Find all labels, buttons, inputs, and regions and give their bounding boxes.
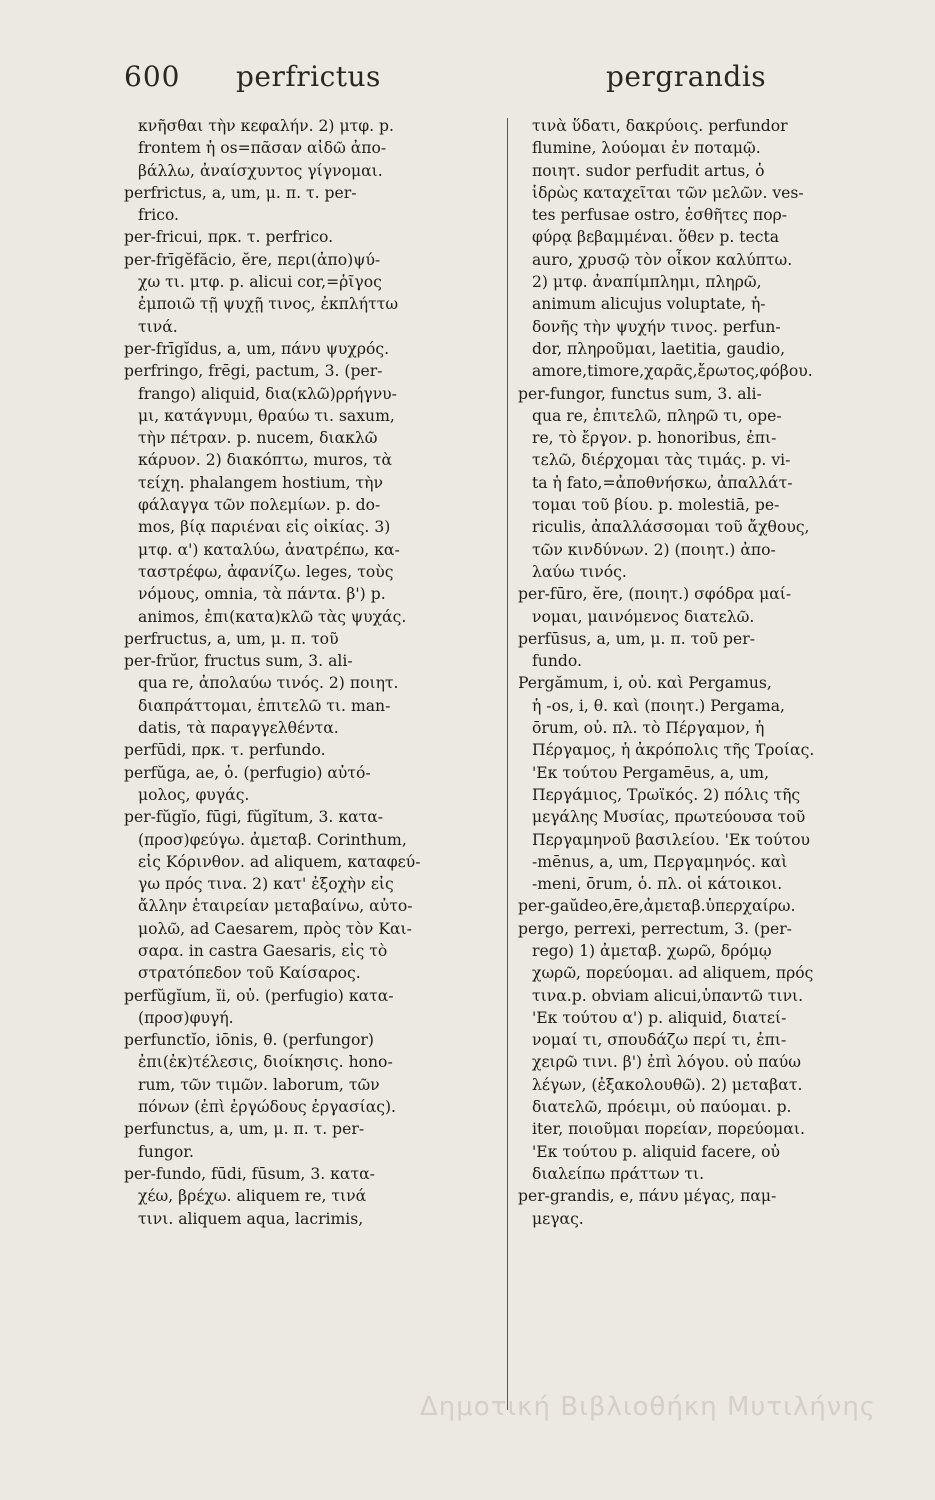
dictionary-line: διαλείπω πράττων τι. <box>532 1164 705 1183</box>
dictionary-line: πόνων (ἐπὶ ἐργώδους ἐργασίας). <box>138 1098 397 1117</box>
dictionary-line: rum, τῶν τιμῶν. laborum, τῶν <box>138 1075 380 1094</box>
dictionary-line: 'Εκ τούτου Pergamēus, a, um, <box>532 763 770 782</box>
dictionary-line: per-fundo, fūdi, fūsum, 3. κατα- <box>124 1164 375 1183</box>
dictionary-line: (προσ)φυγή. <box>138 1008 234 1027</box>
dictionary-line: fundo. <box>532 652 582 671</box>
dictionary-line: σαρα. in castra Gaesaris, εἰς τὸ <box>138 941 388 960</box>
dictionary-line: -meni, ōrum, ὁ. πλ. οἱ κάτοικοι. <box>532 875 783 894</box>
dictionary-line: τινι. aliquem aqua, lacrimis, <box>138 1209 364 1228</box>
dictionary-line: perfructus, a, um, μ. π. τοῦ <box>124 629 339 648</box>
dictionary-line: 2) μτφ. ἀναπίμπλημι, πληρῶ, <box>532 273 762 292</box>
dictionary-line: τὴν πέτραν. p. nucem, διακλῶ <box>138 429 378 448</box>
dictionary-line: κνῆσθαι τὴν κεφαλήν. 2) μτφ. p. <box>138 117 394 135</box>
dictionary-line: perfunctus, a, um, μ. π. τ. per- <box>124 1120 365 1139</box>
dictionary-line: 'Εκ τούτου α') p. aliquid, διατεί- <box>532 1008 787 1027</box>
dictionary-line: perfūdi, πρκ. τ. perfundo. <box>124 741 326 760</box>
dictionary-line: auro, χρυσῷ τὸν οἶκον καλύπτω. <box>532 250 793 269</box>
dictionary-line: (προσ)φεύγω. ἀμεταβ. Corinthum, <box>138 830 407 849</box>
dictionary-line: Περγάμιος, Τρωϊκός. 2) πόλις τῆς <box>532 785 801 804</box>
dictionary-line: μολῶ, ad Caesarem, πρὸς τὸν Και- <box>138 919 412 938</box>
dictionary-line: perfŭga, ae, ὁ. (perfugio) αὐτό- <box>124 763 371 782</box>
dictionary-line: νόμους, omnia, τὰ πάντα. β') p. <box>138 585 386 604</box>
dictionary-line: ἐμποιῶ τῇ ψυχῇ τινος, ἐκπλήττω <box>138 295 399 314</box>
dictionary-line: μεγας. <box>532 1209 584 1228</box>
dictionary-line: μτφ. α') καταλύω, ἀνατρέπω, κα- <box>138 540 400 559</box>
dictionary-line: τελῶ, διέρχομαι τὰς τιμάς. p. vi- <box>532 451 791 470</box>
dictionary-line: Pergămum, i, οὐ. καὶ Pergamus, <box>518 674 772 693</box>
dictionary-line: λαύω τινός. <box>532 562 627 581</box>
dictionary-line: per-frīgĭdus, a, um, πάνυ ψυχρός. <box>124 339 390 358</box>
dictionary-line: perfūsus, a, um, μ. π. τοῦ per- <box>518 629 755 648</box>
dictionary-line: φάλαγγα τῶν πολεμίων. p. do- <box>138 496 381 515</box>
dictionary-line: Πέργαμος, ἡ ἀκρόπολις τῆς Τροίας. <box>532 741 815 760</box>
dictionary-line: νομαί τι, σπουδάζω περί τι, ἐπι- <box>532 1031 787 1050</box>
running-head-right: pergrandis <box>606 60 767 93</box>
dictionary-line: animum alicujus voluptate, ἡ- <box>532 295 766 314</box>
dictionary-line: τινὰ ὕδατι, δακρύοις. perfundor <box>532 117 788 135</box>
dictionary-line: ἐπι(ἐκ)τέλεσις, διοίκησις. hono- <box>138 1053 393 1072</box>
page-number: 600 <box>124 60 181 93</box>
dictionary-line: νομαι, μαινόμενος διατελῶ. <box>532 607 755 626</box>
dictionary-line: τινα.p. obviam alicui,ὑπαντῶ τινι. <box>532 986 804 1005</box>
dictionary-line: tes perfusae ostro, ἐσθῆτες πορ- <box>532 206 788 225</box>
dictionary-line: λέγων, (ἐξακολουθῶ). 2) μεταβατ. <box>532 1075 803 1094</box>
dictionary-line: per-gaŭdeo,ēre,ἀμεταβ.ὑπερχαίρω. <box>518 897 796 916</box>
dictionary-line: χω τι. μτφ. p. alicui cor,=ῥῖγος <box>138 273 382 292</box>
dictionary-line: μεγάλης Μυσίας, πρωτεύουσα τοῦ <box>532 808 806 827</box>
dictionary-line: per-fŭgĭo, fūgi, fŭgĭtum, 3. κατα- <box>124 808 384 827</box>
dictionary-line: datis, τὰ παραγγελθέντα. <box>138 719 339 738</box>
dictionary-line: ταστρέφω, ἀφανίζω. leges, τοὺς <box>138 562 394 581</box>
dictionary-line: riculis, ἀπαλλάσσομαι τοῦ ἄχθους, <box>532 518 810 537</box>
dictionary-line: τείχη. phalangem hostium, τὴν <box>138 473 384 492</box>
dictionary-line: perfrictus, a, um, μ. π. τ. per- <box>124 183 357 202</box>
dictionary-line: frontem ἡ os=πᾶσαν αἰδῶ ἀπο- <box>138 139 387 158</box>
dictionary-line: φύρᾳ βεβαμμέναι. ὅθεν p. tecta <box>532 228 780 247</box>
dictionary-line: per-grandis, e, πάνυ μέγας, παμ- <box>518 1187 777 1206</box>
dictionary-line: στρατόπεδον τοῦ Καίσαρος. <box>138 964 361 983</box>
dictionary-line: 'Εκ τούτου p. aliquid facere, οὐ <box>532 1142 780 1161</box>
dictionary-line: animos, ἐπι(κατα)κλῶ τὰς ψυχάς. <box>138 607 407 626</box>
right-column <box>518 115 890 1230</box>
dictionary-line: perfŭgĭum, ĭi, οὐ. (perfugio) κατα- <box>124 986 394 1005</box>
dictionary-line: διαπράττομαι, ἐπιτελῶ τι. man- <box>138 696 391 715</box>
dictionary-line: rego) 1) ἀμεταβ. χωρῶ, δρόμῳ <box>532 941 772 960</box>
dictionary-line: ta ἡ fato,=ἀποθνήσκω, ἀπαλλάτ- <box>532 473 793 492</box>
dictionary-line: per-frīgĕfăcio, ĕre, περι(ἀπο)ψύ- <box>124 250 381 269</box>
column-divider <box>507 118 508 1410</box>
dictionary-line: γω πρός τινα. 2) κατ' ἐξοχὴν εἰς <box>138 875 394 894</box>
dictionary-line: fungor. <box>138 1142 194 1161</box>
dictionary-line: δονῆς τὴν ψυχήν τινος. perfun- <box>532 317 781 336</box>
dictionary-line: ἡ -os, i, θ. καὶ (ποιητ.) Pergama, <box>532 696 786 715</box>
dictionary-line: κάρυον. 2) διακόπτω, muros, τὰ <box>138 451 393 470</box>
dictionary-line: iter, ποιοῦμαι πορείαν, πορεύομαι. <box>532 1120 805 1139</box>
dictionary-line: per-fungor, functus sum, 3. ali- <box>518 384 762 403</box>
dictionary-line: dor, πληροῦμαι, laetitia, gaudio, <box>532 339 786 358</box>
running-head-left: perfrictus <box>236 60 381 93</box>
dictionary-line: χέω, βρέχω. aliquem re, τινά <box>138 1187 367 1206</box>
dictionary-line: per-fricui, πρκ. τ. perfrico. <box>124 228 334 247</box>
dictionary-line: mos, βίᾳ παριέναι εἰς οἰκίας. 3) <box>138 518 391 537</box>
dictionary-line: -mēnus, a, um, Περγαμηνός. καὶ <box>532 852 788 871</box>
dictionary-line: εἰς Κόρινθον. ad aliquem, καταφεύ- <box>138 852 421 871</box>
dictionary-line: βάλλω, ἀναίσχυντος γίγνομαι. <box>138 161 383 180</box>
dictionary-line: μι, κατάγνυμι, θραύω τι. saxum, <box>138 406 395 425</box>
dictionary-line: ōrum, οὐ. πλ. τὸ Πέργαμον, ἡ <box>532 719 765 738</box>
dictionary-line: amore,timore,χαρᾶς,ἔρωτος,φόβου. <box>532 362 813 381</box>
dictionary-line: χειρῶ τινι. β') ἐπὶ λόγου. οὐ παύω <box>532 1053 801 1072</box>
dictionary-line: frico. <box>138 206 180 225</box>
dictionary-line: ἱδρὼς καταχεῖται τῶν μελῶν. ves- <box>532 183 804 202</box>
dictionary-line: re, τὸ ἔργον. p. honoribus, ἐπι- <box>532 429 777 448</box>
library-watermark: Δημοτική Βιβλιοθήκη Μυτιλήνης <box>420 1392 877 1422</box>
dictionary-line: μολος, φυγάς. <box>138 785 250 804</box>
dictionary-line: qua re, ἀπολαύω τινός. 2) ποιητ. <box>138 674 399 693</box>
dictionary-line: perfringo, frēgi, pactum, 3. (per- <box>124 362 383 381</box>
dictionary-line: τομαι τοῦ βίου. p. molestiā, pe- <box>532 496 780 515</box>
dictionary-line: ποιητ. sudor perfudit artus, ὁ <box>532 161 765 180</box>
dictionary-line: διατελῶ, πρόειμι, οὐ παύομαι. p. <box>532 1098 792 1117</box>
dictionary-line: pergo, perrexi, perrectum, 3. (per- <box>518 919 792 938</box>
dictionary-line: flumine, λούομαι ἐν ποταμῷ. <box>532 139 761 158</box>
dictionary-line: τινά. <box>138 317 178 336</box>
dictionary-line: qua re, ἐπιτελῶ, πληρῶ τι, ope- <box>532 406 782 425</box>
dictionary-line: χωρῶ, πορεύομαι. ad aliquem, πρός <box>532 964 814 983</box>
dictionary-line: ἄλλην ἑταιρείαν μεταβαίνω, αὐτο- <box>138 897 413 916</box>
dictionary-line: perfunctĭo, iōnis, θ. (perfungor) <box>124 1031 374 1050</box>
dictionary-line: Περγαμηνοῦ βασιλείου. 'Εκ τούτου <box>532 830 810 849</box>
left-column <box>124 115 496 1230</box>
dictionary-line: per-frŭor, fructus sum, 3. ali- <box>124 652 353 671</box>
dictionary-line: frango) aliquid, δια(κλῶ)ρρήγνυ- <box>138 384 397 403</box>
dictionary-line: per-fūro, ĕre, (ποιητ.) σφόδρα μαί- <box>518 585 792 604</box>
dictionary-line: τῶν κινδύνων. 2) (ποιητ.) ἀπο- <box>532 540 776 559</box>
